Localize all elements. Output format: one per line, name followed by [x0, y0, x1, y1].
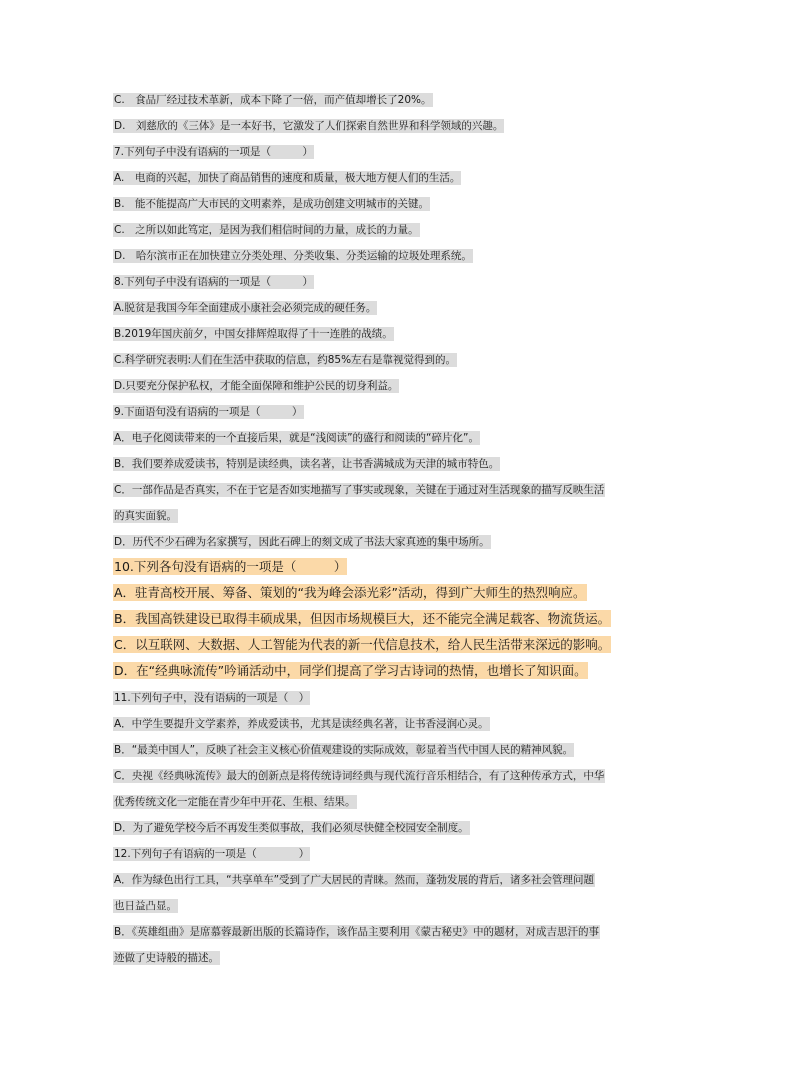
- question-11: 11.下列句子中，没有语病的一项是（ ）: [114, 692, 310, 704]
- option-a-q11: A．中学生要提升文学素养，养成爱读书，尤其是读经典名著，让书香浸润心灵。: [114, 718, 489, 730]
- option-b-q12-line1: B．《英雄组曲》是席慕蓉最新出版的长篇诗作，该作品主要利用《蒙古秘史》中的题材，对成吉思汗的事: [114, 926, 599, 938]
- option-a-q7: A. 电商的兴起，加快了商品销售的速度和质量，极大地方便人们的生活。: [114, 172, 461, 184]
- option-c-q9-line2: 的真实面貌。: [114, 510, 177, 522]
- option-b-q10: B．我国高铁建设已取得丰硕成果，但因市场规模巨大，还不能完全满足载客、物流货运。: [114, 611, 611, 626]
- option-a-q12-line2: 也日益凸显。: [114, 900, 177, 912]
- option-b-q8: B.2019年国庆前夕，中国女排辉煌取得了十一连胜的战绩。: [114, 328, 393, 340]
- option-a-q12-line1: A．作为绿色出行工具，“共享单车”受到了广大居民的青睐。然而，蓬勃发展的背后，诸多社会管理问题: [114, 874, 595, 886]
- option-a-q10: A．驻青高校开展、筹备、策划的“我为峰会添光彩”活动，得到广大师生的热烈响应。: [114, 585, 586, 600]
- question-10: 10.下列各句没有语病的一项是（ ）: [114, 559, 347, 574]
- option-a-q9: A．电子化阅读带来的一个直接后果，就是“浅阅读”的盛行和阅读的“碎片化”。: [114, 432, 479, 444]
- option-b-q11: B．“最美中国人”，反映了社会主义核心价值观建设的实际成效，彰显着当代中国人民的精神风貌。: [114, 744, 574, 756]
- option-a-q8: A.脱贫是我国今年全面建成小康社会必须完成的硬任务。: [114, 302, 377, 314]
- option-d-q7: D. 哈尔滨市正在加快建立分类处理、分类收集、分类运输的垃圾处理系统。: [114, 250, 472, 262]
- option-b-q12-line2: 迹做了史诗般的描述。: [114, 952, 219, 964]
- option-d-q8: D.只要充分保护私权，才能全面保障和维护公民的切身利益。: [114, 380, 399, 392]
- question-7: 7.下列句子中没有语病的一项是（ ）: [114, 146, 314, 158]
- option-d-q10: D．在“经典咏流传”吟诵活动中，同学们提高了学习古诗词的热情，也增长了知识面。: [114, 663, 587, 678]
- option-c-q10: C．以互联网、大数据、人工智能为代表的新一代信息技术，给人民生活带来深远的影响。: [114, 637, 611, 652]
- question-9: 9.下面语句没有语病的一项是（ ）: [114, 406, 303, 418]
- option-d-q6: D. 刘慈欣的《三体》是一本好书，它激发了人们探索自然世界和科学领域的兴趣。: [114, 120, 504, 132]
- option-c-q8: C.科学研究表明:人们在生活中获取的信息，约85%左右是靠视觉得到的。: [114, 354, 457, 366]
- option-c-q6: C. 食品厂经过技术革新，成本下降了一倍，而产值却增长了20%。: [114, 94, 432, 106]
- option-c-q11-line2: 优秀传统文化一定能在青少年中开花、生根、结果。: [114, 796, 356, 808]
- question-8: 8.下列句子中没有语病的一项是（ ）: [114, 276, 314, 288]
- question-12: 12.下列句子有语病的一项是（ ）: [114, 848, 310, 860]
- option-c-q7: C. 之所以如此笃定，是因为我们相信时间的力量，成长的力量。: [114, 224, 419, 236]
- option-d-q11: D．为了避免学校今后不再发生类似事故，我们必须尽快健全校园安全制度。: [114, 822, 469, 834]
- option-d-q9: D．历代不少石碑为名家撰写，因此石碑上的刻文成了书法大家真迹的集中场所。: [114, 536, 490, 548]
- option-b-q7: B. 能不能提高广大市民的文明素养，是成功创建文明城市的关键。: [114, 198, 430, 210]
- option-b-q9: B．我们要养成爱读书，特别是读经典，读名著，让书香满城成为天津的城市特色。: [114, 458, 500, 470]
- option-c-q9-line1: C．一部作品是否真实，不在于它是否如实地描写了事实或现象，关键在于通过对生活现象的描写反映生活: [114, 484, 605, 496]
- option-c-q11-line1: C．央视《经典咏流传》最大的创新点是将传统诗词经典与现代流行音乐相结合，有了这种传承方式，中华: [114, 770, 605, 782]
